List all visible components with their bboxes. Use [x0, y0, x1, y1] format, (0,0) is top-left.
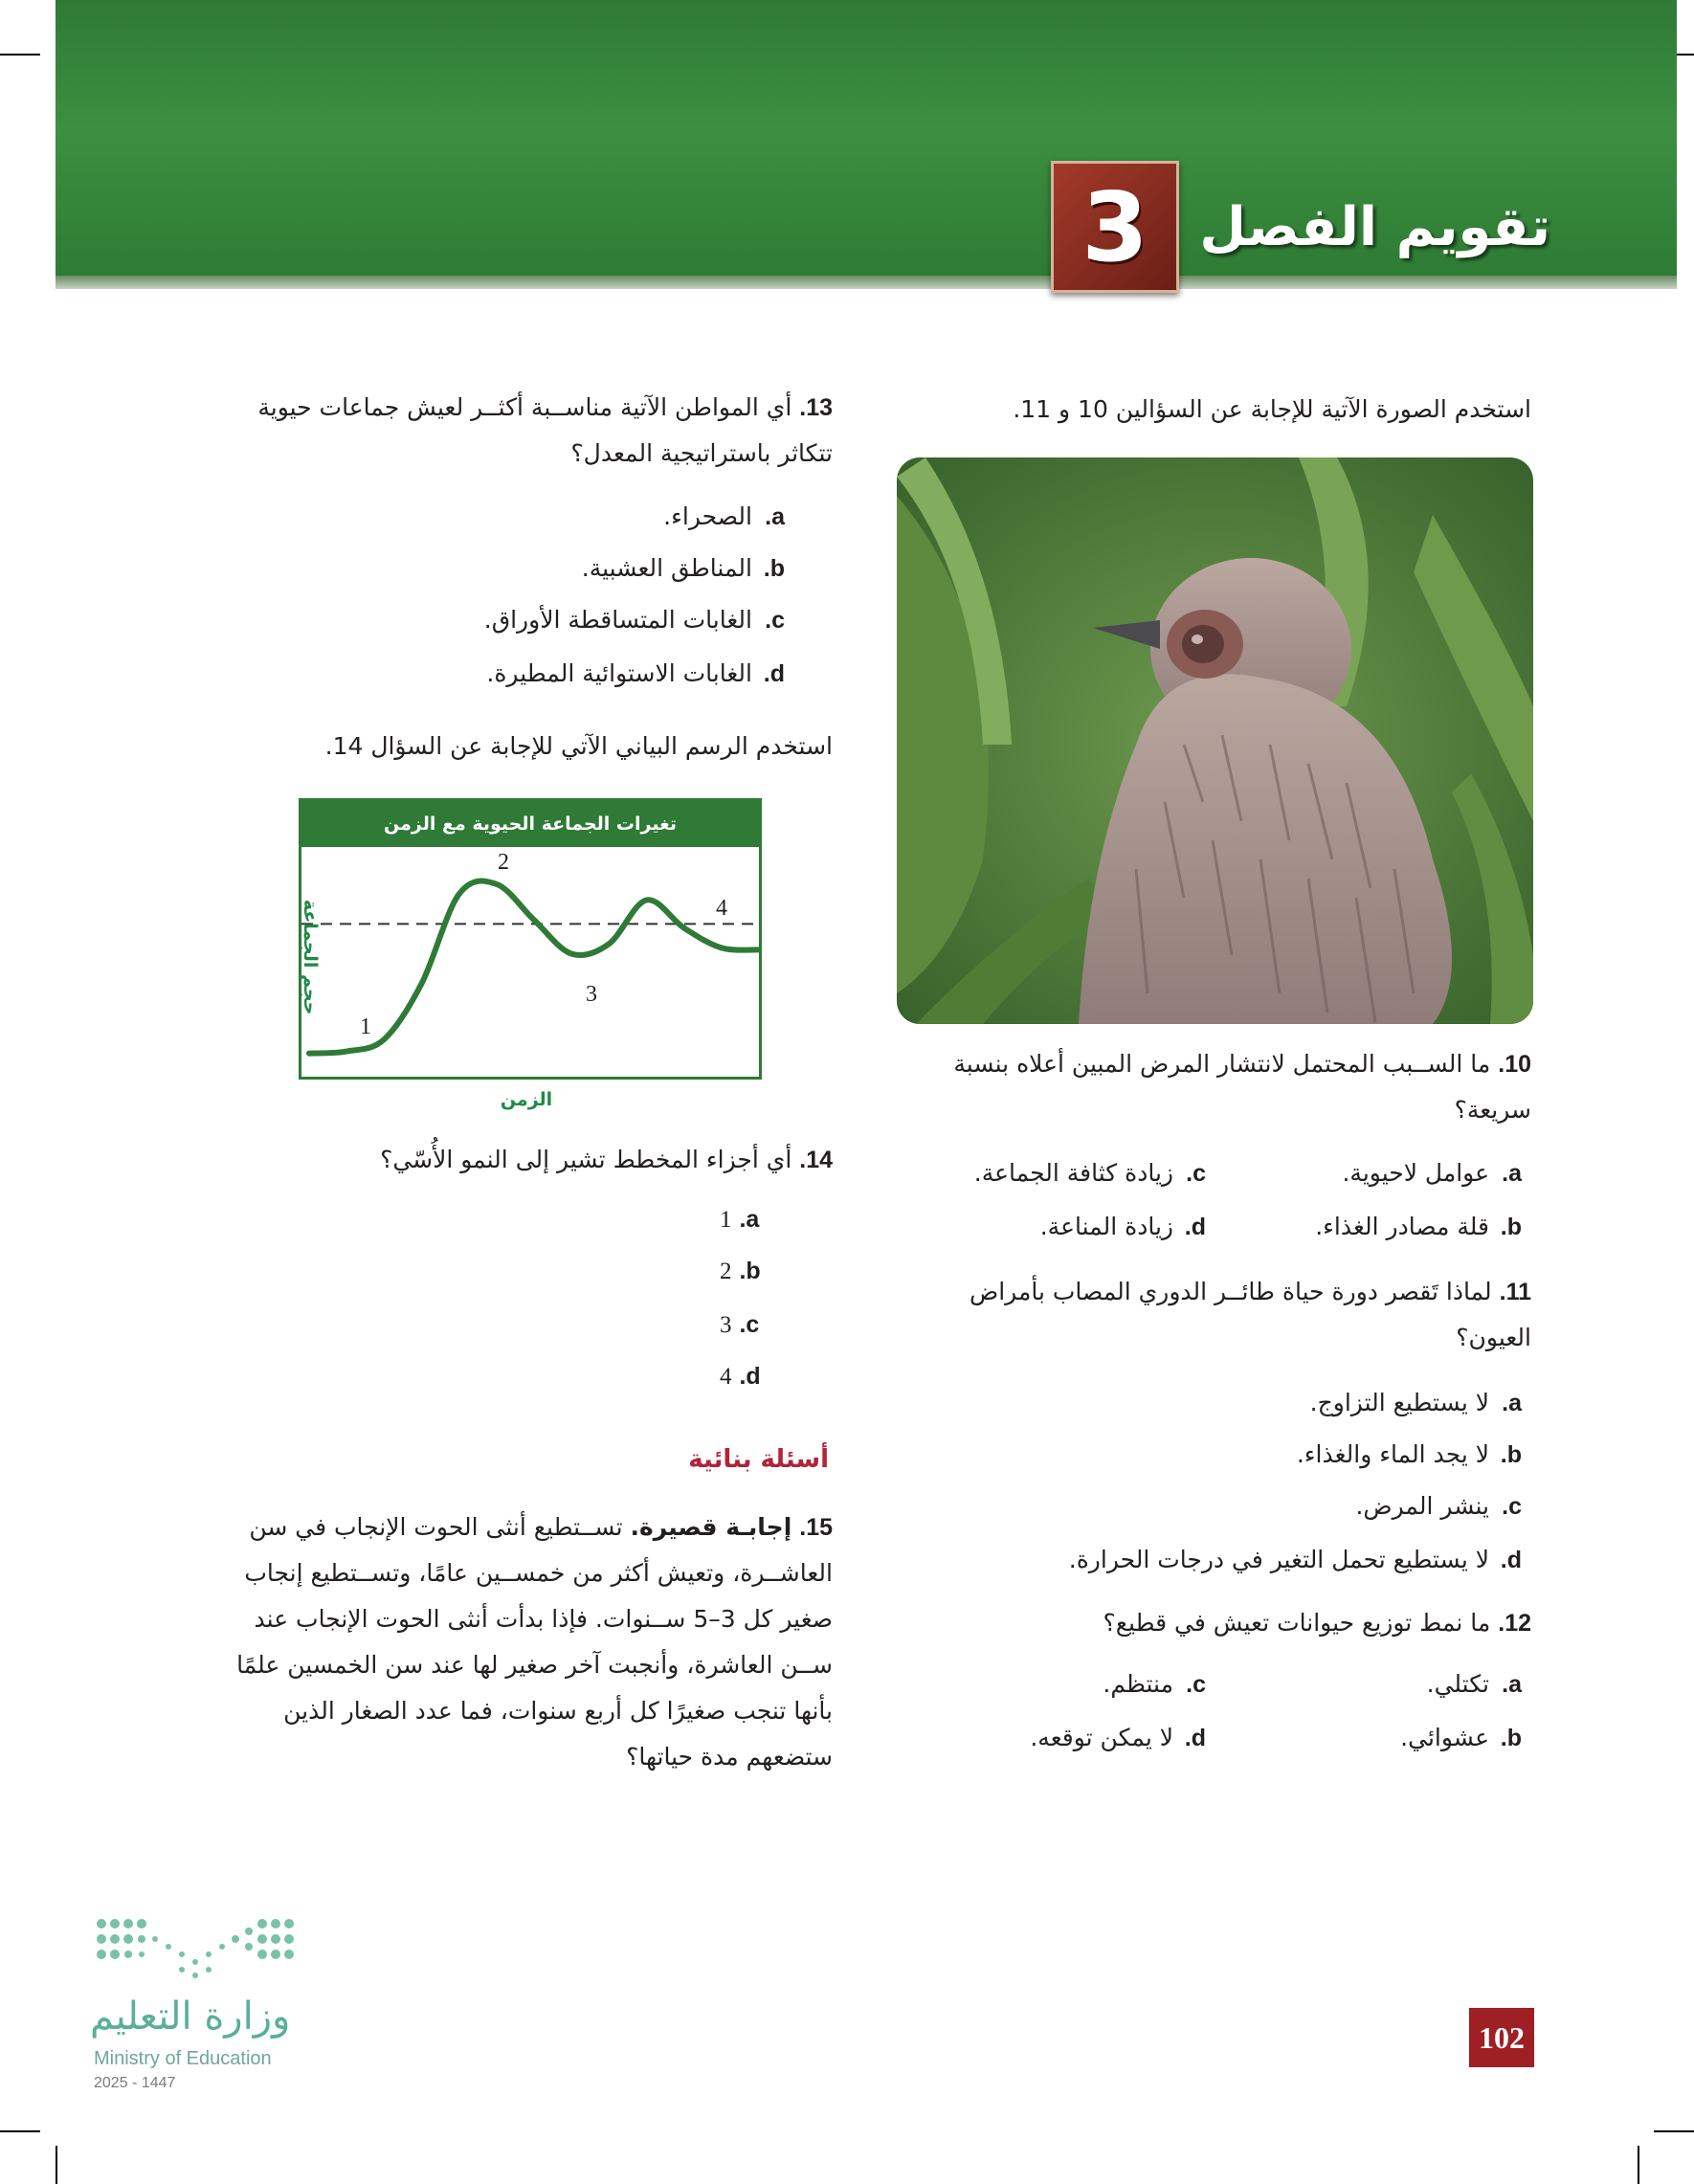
question-number: 14. — [799, 1147, 833, 1173]
question-14 — [220, 1137, 833, 1183]
graph-label-3: 3 — [586, 982, 597, 1007]
question-15 — [201, 1504, 833, 1780]
question-12 — [919, 1600, 1531, 1646]
intro-14: استخدم الرسم البياني الآتي للإجابة عن السؤال 14. — [324, 732, 833, 760]
question-number: 13. — [799, 394, 833, 421]
crop-mark — [1638, 2146, 1639, 2184]
section-heading: أسئلة بنائية — [688, 1445, 829, 1474]
population-curve — [309, 881, 759, 1054]
ministry-name-ar: وزارة التعليم — [90, 1995, 291, 2039]
question-13 — [201, 385, 833, 477]
q10-option-c[interactable]: c.زيادة كثافة الجماعة. — [973, 1159, 1206, 1187]
q14-option-b[interactable]: 2 .b — [720, 1258, 761, 1284]
graph-label-2: 2 — [498, 850, 509, 875]
intro-10-11: استخدم الصورة الآتية للإجابة عن السؤالين 10 و 11. — [1013, 395, 1531, 423]
graph-label-1: 1 — [360, 1014, 371, 1039]
q13-option-c[interactable]: c.الغابات المتساقطة الأوراق. — [483, 606, 785, 634]
q11-option-a[interactable]: a.لا يستطيع التزاوج. — [1309, 1389, 1522, 1416]
q13-option-b[interactable]: b.المناطق العشبية. — [581, 554, 785, 582]
q11-option-c[interactable]: c.ينشر المرض. — [1355, 1492, 1522, 1520]
q14-option-a[interactable]: 1 .a — [720, 1206, 760, 1233]
question-label: إجابـة قصيرة. — [630, 1513, 792, 1541]
chapter-number-badge — [1051, 161, 1179, 293]
question-number: 10. — [1498, 1051, 1531, 1078]
question-text: تســتطيع أنثى الحوت الإنجاب في سن العاشــرة، وتعيش أكثر من خمســين عامًا، وتســتطيع إنجاب صغير كل 3–5 ســنوات. فإذا بدأت أنثى الحوت الإنجاب عند ســن العاشرة، وأنجبت آخر صغير لها عند سن الخمسين علمًا بأنها تنجب صغيرًا كل أربع سنوات، فما عدد الصغار الذين ستضعهم مدة حياتها؟ — [236, 1513, 833, 1771]
page-number: 102 — [1469, 2008, 1534, 2067]
question-text: ما الســبب المحتمل لانتشار المرض المبين أعلاه بنسبة سريعة؟ — [953, 1050, 1531, 1124]
q13-option-d[interactable]: d.الغابات الاستوائية المطيرة. — [486, 659, 785, 687]
graph-title: تغيرات الجماعة الحيوية مع الزمن — [301, 801, 759, 847]
question-11 — [890, 1269, 1531, 1361]
ministry-logo-dots — [92, 1914, 302, 1989]
graph-plot-area — [301, 847, 759, 1077]
crop-mark — [0, 54, 40, 56]
chapter-number: 3 — [1081, 170, 1148, 283]
q12-option-b[interactable]: b.عشوائي. — [1400, 1724, 1522, 1751]
q10-option-b[interactable]: b.قلة مصادر الغذاء. — [1315, 1213, 1522, 1240]
q14-option-c[interactable]: 3 .c — [720, 1311, 760, 1338]
q12-option-d[interactable]: d.لا يمكن توقعه. — [1030, 1724, 1206, 1751]
question-text: ما نمط توزيع حيوانات تعيش في قطيع؟ — [1103, 1609, 1491, 1637]
question-10 — [900, 1041, 1531, 1133]
sparrow-illustration — [897, 457, 1533, 1024]
q10-option-d[interactable]: d.زيادة المناعة. — [1039, 1213, 1206, 1240]
diseased-sparrow-photo — [897, 457, 1533, 1024]
q10-option-a[interactable]: a.عوامل لاحيوية. — [1342, 1159, 1522, 1187]
graph-y-axis-label: حجم الجماعة — [300, 899, 321, 1015]
page-title: تقويم الفصل — [1199, 196, 1550, 258]
q13-option-a[interactable]: a.الصحراء. — [663, 502, 785, 530]
graph-x-axis-label: الزمن — [500, 1089, 553, 1110]
ministry-name-en: Ministry of Education — [94, 2048, 272, 2069]
question-text: لماذا تَقصر دورة حياة طائــر الدوري المصاب بأمراض العيون؟ — [970, 1278, 1531, 1351]
edition-year: 2025 - 1447 — [94, 2075, 176, 2091]
crop-mark — [0, 2130, 40, 2132]
question-number: 11. — [1499, 1279, 1531, 1305]
crop-mark — [1654, 2130, 1694, 2132]
header-shadow — [56, 276, 1677, 289]
q11-option-d[interactable]: d.لا يستطيع تحمل التغير في درجات الحرارة. — [1068, 1546, 1522, 1573]
q11-option-b[interactable]: b.لا يجد الماء والغذاء. — [1296, 1440, 1522, 1468]
question-text: أي المواطن الآتية مناســبة أكثــر لعيش جماعات حيوية تتكاثر باستراتيجية المعدل؟ — [257, 393, 833, 467]
question-text: أي أجزاء المخطط تشير إلى النمو الأُسّي؟ — [380, 1146, 792, 1173]
graph-label-4: 4 — [716, 896, 727, 921]
q14-option-d[interactable]: 4 .d — [720, 1363, 761, 1390]
question-number: 12. — [1498, 1610, 1531, 1637]
q12-option-c[interactable]: c.منتظم. — [1103, 1670, 1206, 1698]
q12-option-a[interactable]: a.تكتلي. — [1426, 1670, 1522, 1698]
question-number: 15. — [799, 1514, 833, 1541]
crop-mark — [56, 2146, 57, 2184]
